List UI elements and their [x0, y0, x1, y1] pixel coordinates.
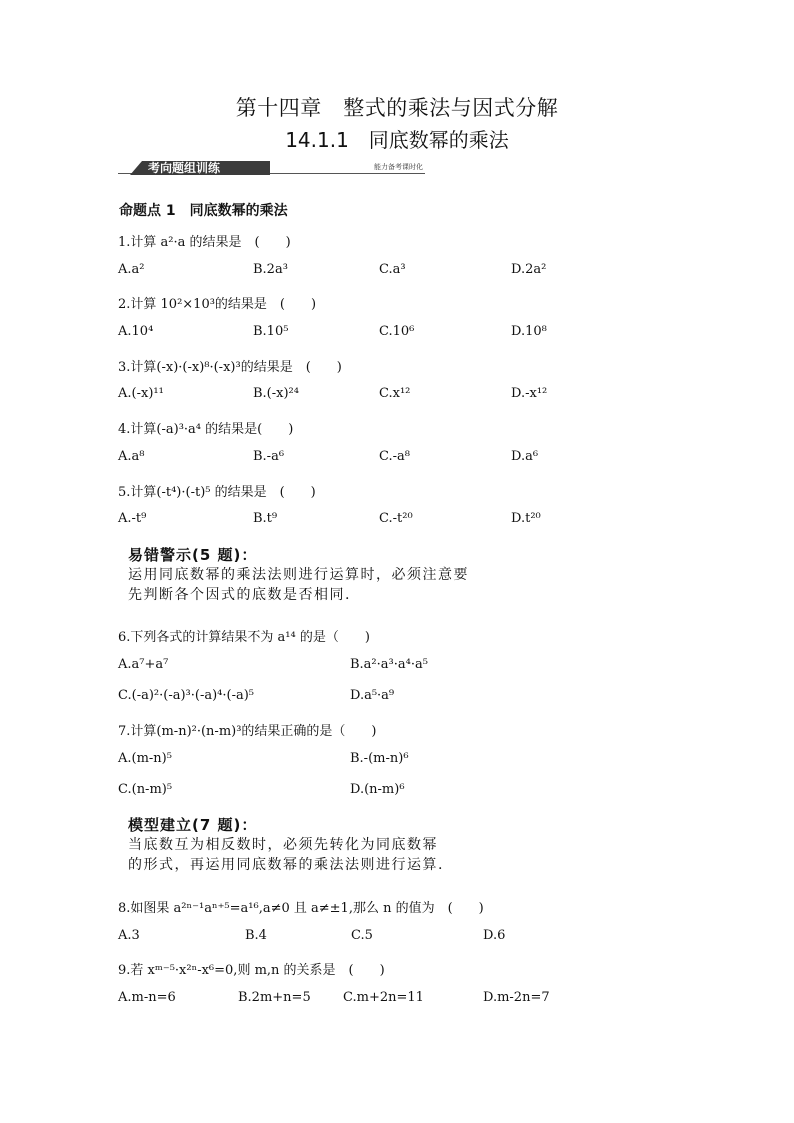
- question-2-option-d: D.10⁸: [511, 324, 547, 339]
- model-building-note: [128, 815, 498, 875]
- chapter-title: 第十四章 整式的乘法与因式分解: [235, 96, 559, 120]
- question-2-option-b: B.10⁵: [253, 324, 289, 339]
- question-7-stem: 7.计算(m-n)²·(n-m)³的结果正确的是（ ): [118, 724, 377, 739]
- question-9-option-b: B.2m+n=5: [238, 990, 311, 1005]
- question-6-option-b: B.a²·a³·a⁴·a⁵: [350, 657, 428, 672]
- question-3-option-b: B.(-x)²⁴: [253, 386, 299, 401]
- question-6-option-a: A.a⁷+a⁷: [118, 657, 169, 672]
- question-6-option-c: C.(-a)²·(-a)³·(-a)⁴·(-a)⁵: [118, 688, 255, 703]
- question-5-option-d: D.t²⁰: [511, 511, 541, 526]
- question-5-option-a: A.-t⁹: [118, 511, 147, 526]
- model-building-line-2: 的形式，再运用同底数幂的乘法法则进行运算.: [128, 857, 444, 873]
- question-8-option-a: A.3: [118, 928, 140, 943]
- section-title: 命题点 1 同底数幂的乘法: [119, 203, 288, 219]
- question-1-option-d: D.2a²: [511, 262, 547, 277]
- question-3-option-a: A.(-x)¹¹: [118, 386, 164, 401]
- question-2-stem: 2.计算 10²×10³的结果是 ( ): [118, 297, 317, 312]
- model-building-title: 模型建立(7 题)：: [128, 816, 258, 834]
- question-1-stem: 1.计算 a²·a 的结果是 ( ): [118, 235, 291, 250]
- question-9-option-d: D.m-2n=7: [483, 990, 550, 1005]
- question-8-option-d: D.6: [483, 928, 506, 943]
- question-3-option-d: D.-x¹²: [511, 386, 548, 401]
- question-7-option-a: A.(m-n)⁵: [118, 751, 172, 766]
- question-4-option-c: C.-a⁸: [379, 449, 410, 464]
- section-banner: [118, 161, 425, 175]
- question-5-option-b: B.t⁹: [253, 511, 278, 526]
- error-warning-line-1: 运用同底数幂的乘法法则进行运算时，必须注意要: [128, 567, 469, 583]
- question-9-option-c: C.m+2n=11: [343, 990, 424, 1005]
- question-8-option-b: B.4: [245, 928, 267, 943]
- question-8-stem: 8.如图果 a²ⁿ⁻¹aⁿ⁺⁵=a¹⁶,a≠0 且 a≠±1,那么 n 的值为 ( ): [118, 901, 484, 916]
- banner-right-text: 能力备考课时化: [374, 163, 423, 171]
- question-2-option-c: C.10⁶: [379, 324, 415, 339]
- question-5-option-c: C.-t²⁰: [379, 511, 413, 526]
- banner-tab: 考向题组训练: [142, 161, 270, 175]
- question-3-option-c: C.x¹²: [379, 386, 411, 401]
- question-1-option-a: A.a²: [118, 262, 145, 277]
- error-warning-note: [128, 545, 498, 605]
- question-6-option-d: D.a⁵·a⁹: [350, 688, 395, 703]
- question-9-option-a: A.m-n=6: [118, 990, 176, 1005]
- question-7-option-c: C.(n-m)⁵: [118, 782, 173, 797]
- error-warning-title: 易错警示(5 题)：: [128, 546, 258, 564]
- question-4-stem: 4.计算(-a)³·a⁴ 的结果是( ): [118, 422, 294, 437]
- question-4-option-b: B.-a⁶: [253, 449, 285, 464]
- question-5-stem: 5.计算(-t⁴)·(-t)⁵ 的结果是 ( ): [118, 485, 316, 500]
- question-4-option-d: D.a⁶: [511, 449, 539, 464]
- question-3-stem: 3.计算(-x)·(-x)⁸·(-x)³的结果是 ( ): [118, 360, 342, 375]
- question-1-option-b: B.2a³: [253, 262, 288, 277]
- question-1-option-c: C.a³: [379, 262, 406, 277]
- question-7-option-d: D.(n-m)⁶: [350, 782, 405, 797]
- question-6-stem: 6.下列各式的计算结果不为 a¹⁴ 的是（ ): [118, 630, 370, 645]
- error-warning-line-2: 先判断各个因式的底数是否相同.: [128, 587, 351, 603]
- question-9-stem: 9.若 xᵐ⁻⁵·x²ⁿ-x⁶=0,则 m,n 的关系是 ( ): [118, 963, 385, 978]
- question-8-option-c: C.5: [351, 928, 373, 943]
- lesson-title: 14.1.1 同底数幂的乘法: [285, 128, 509, 152]
- model-building-line-1: 当底数互为相反数时，必须先转化为同底数幂: [128, 837, 438, 853]
- question-2-option-a: A.10⁴: [118, 324, 154, 339]
- question-7-option-b: B.-(m-n)⁶: [350, 751, 409, 766]
- question-4-option-a: A.a⁸: [118, 449, 145, 464]
